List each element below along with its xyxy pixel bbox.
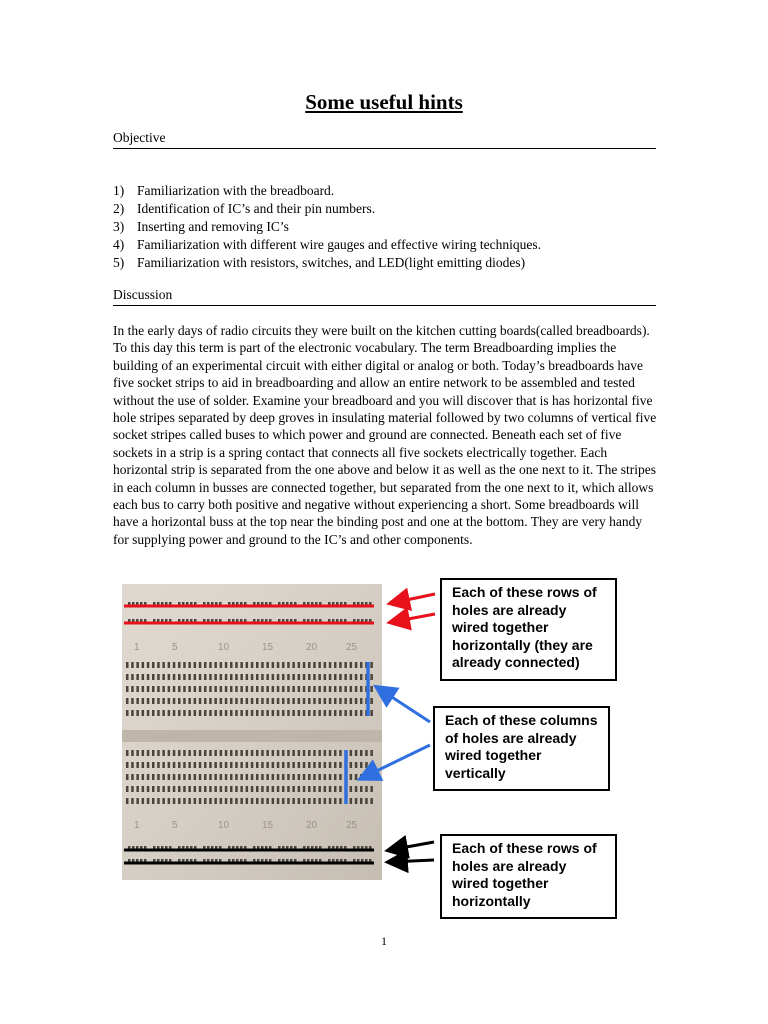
red-arrow-1 <box>392 594 435 603</box>
board-number-top-5: 5 <box>172 642 178 653</box>
black-arrow-1 <box>390 842 434 850</box>
board-number-bottom-25: 25 <box>346 820 358 831</box>
objective-text: Familiarization with different wire gauges and effective wiring techniques. <box>137 237 541 252</box>
board-number-top-15: 15 <box>262 642 274 653</box>
board-number-bottom-5: 5 <box>172 820 178 831</box>
objective-number: 2) <box>113 201 125 216</box>
objective-heading: Objective <box>113 130 656 149</box>
page-number: 1 <box>381 934 387 948</box>
page-title: Some useful hints <box>305 90 463 114</box>
callout-top-rows: Each of these rows of holes are already wired together horizontally (they are already connected) <box>440 578 617 681</box>
objective-text: Familiarization with resistors, switches, and LED(light emitting diodes) <box>137 255 526 270</box>
board-number-bottom-20: 20 <box>306 820 318 831</box>
objective-text: Identification of IC’s and their pin numbers. <box>137 201 376 216</box>
board-number-bottom-15: 15 <box>262 820 274 831</box>
red-arrow-2 <box>392 614 435 622</box>
objective-number: 4) <box>113 237 125 252</box>
board-number-bottom-10: 10 <box>218 820 230 831</box>
board-number-bottom-1: 1 <box>134 820 140 831</box>
objective-text: Inserting and removing IC’s <box>137 219 289 234</box>
board-number-top-10: 10 <box>218 642 230 653</box>
blue-arrow-2 <box>362 745 430 778</box>
black-arrow-2 <box>390 860 434 862</box>
board-number-top-1: 1 <box>134 642 140 653</box>
discussion-paragraph: In the early days of radio circuits they were built on the kitchen cutting boards(called breadboards). To this day this term is part of the electronic vocabulary. The term Breadboarding implies the building of an experimental circuit with either digital or analog or both. Today’s breadboards have five socket strips to aid in breadboarding and allow an entire network to be assembled and tested without the use of solder. Examine your breadboard and you will discover that is has horizontal five hole stripes separated by deep groves in insulating material followed by two columns of vertical five socket stripes called buses to which power and ground are connected. Beneath each set of five sockets in a strip is a spring contact that connects all five sockets electrically together. Each horizontal strip is separated from the one above and below it as well as the one next to it. The stripes in each column in busses are connected together, but separated from the one next to it, which allows each bus to carry both positive and negative without experiencing a short. Some breadboards will have a horizontal buss at the top near the binding post and one at the bottom. They are very handy for supplying power and ground to the IC’s and other components. <box>113 323 657 547</box>
callout-bottom-rows: Each of these rows of holes are already wired together horizontally <box>440 834 617 919</box>
objective-number: 1) <box>113 183 125 198</box>
callout-columns: Each of these columns of holes are already wired together vertically <box>433 706 610 791</box>
board-number-top-25: 25 <box>346 642 358 653</box>
objective-text: Familiarization with the breadboard. <box>137 183 335 198</box>
objective-number: 5) <box>113 255 125 270</box>
discussion-heading: Discussion <box>113 287 656 306</box>
blue-arrow-1 <box>378 688 430 722</box>
objective-number: 3) <box>113 219 125 234</box>
board-number-top-20: 20 <box>306 642 318 653</box>
